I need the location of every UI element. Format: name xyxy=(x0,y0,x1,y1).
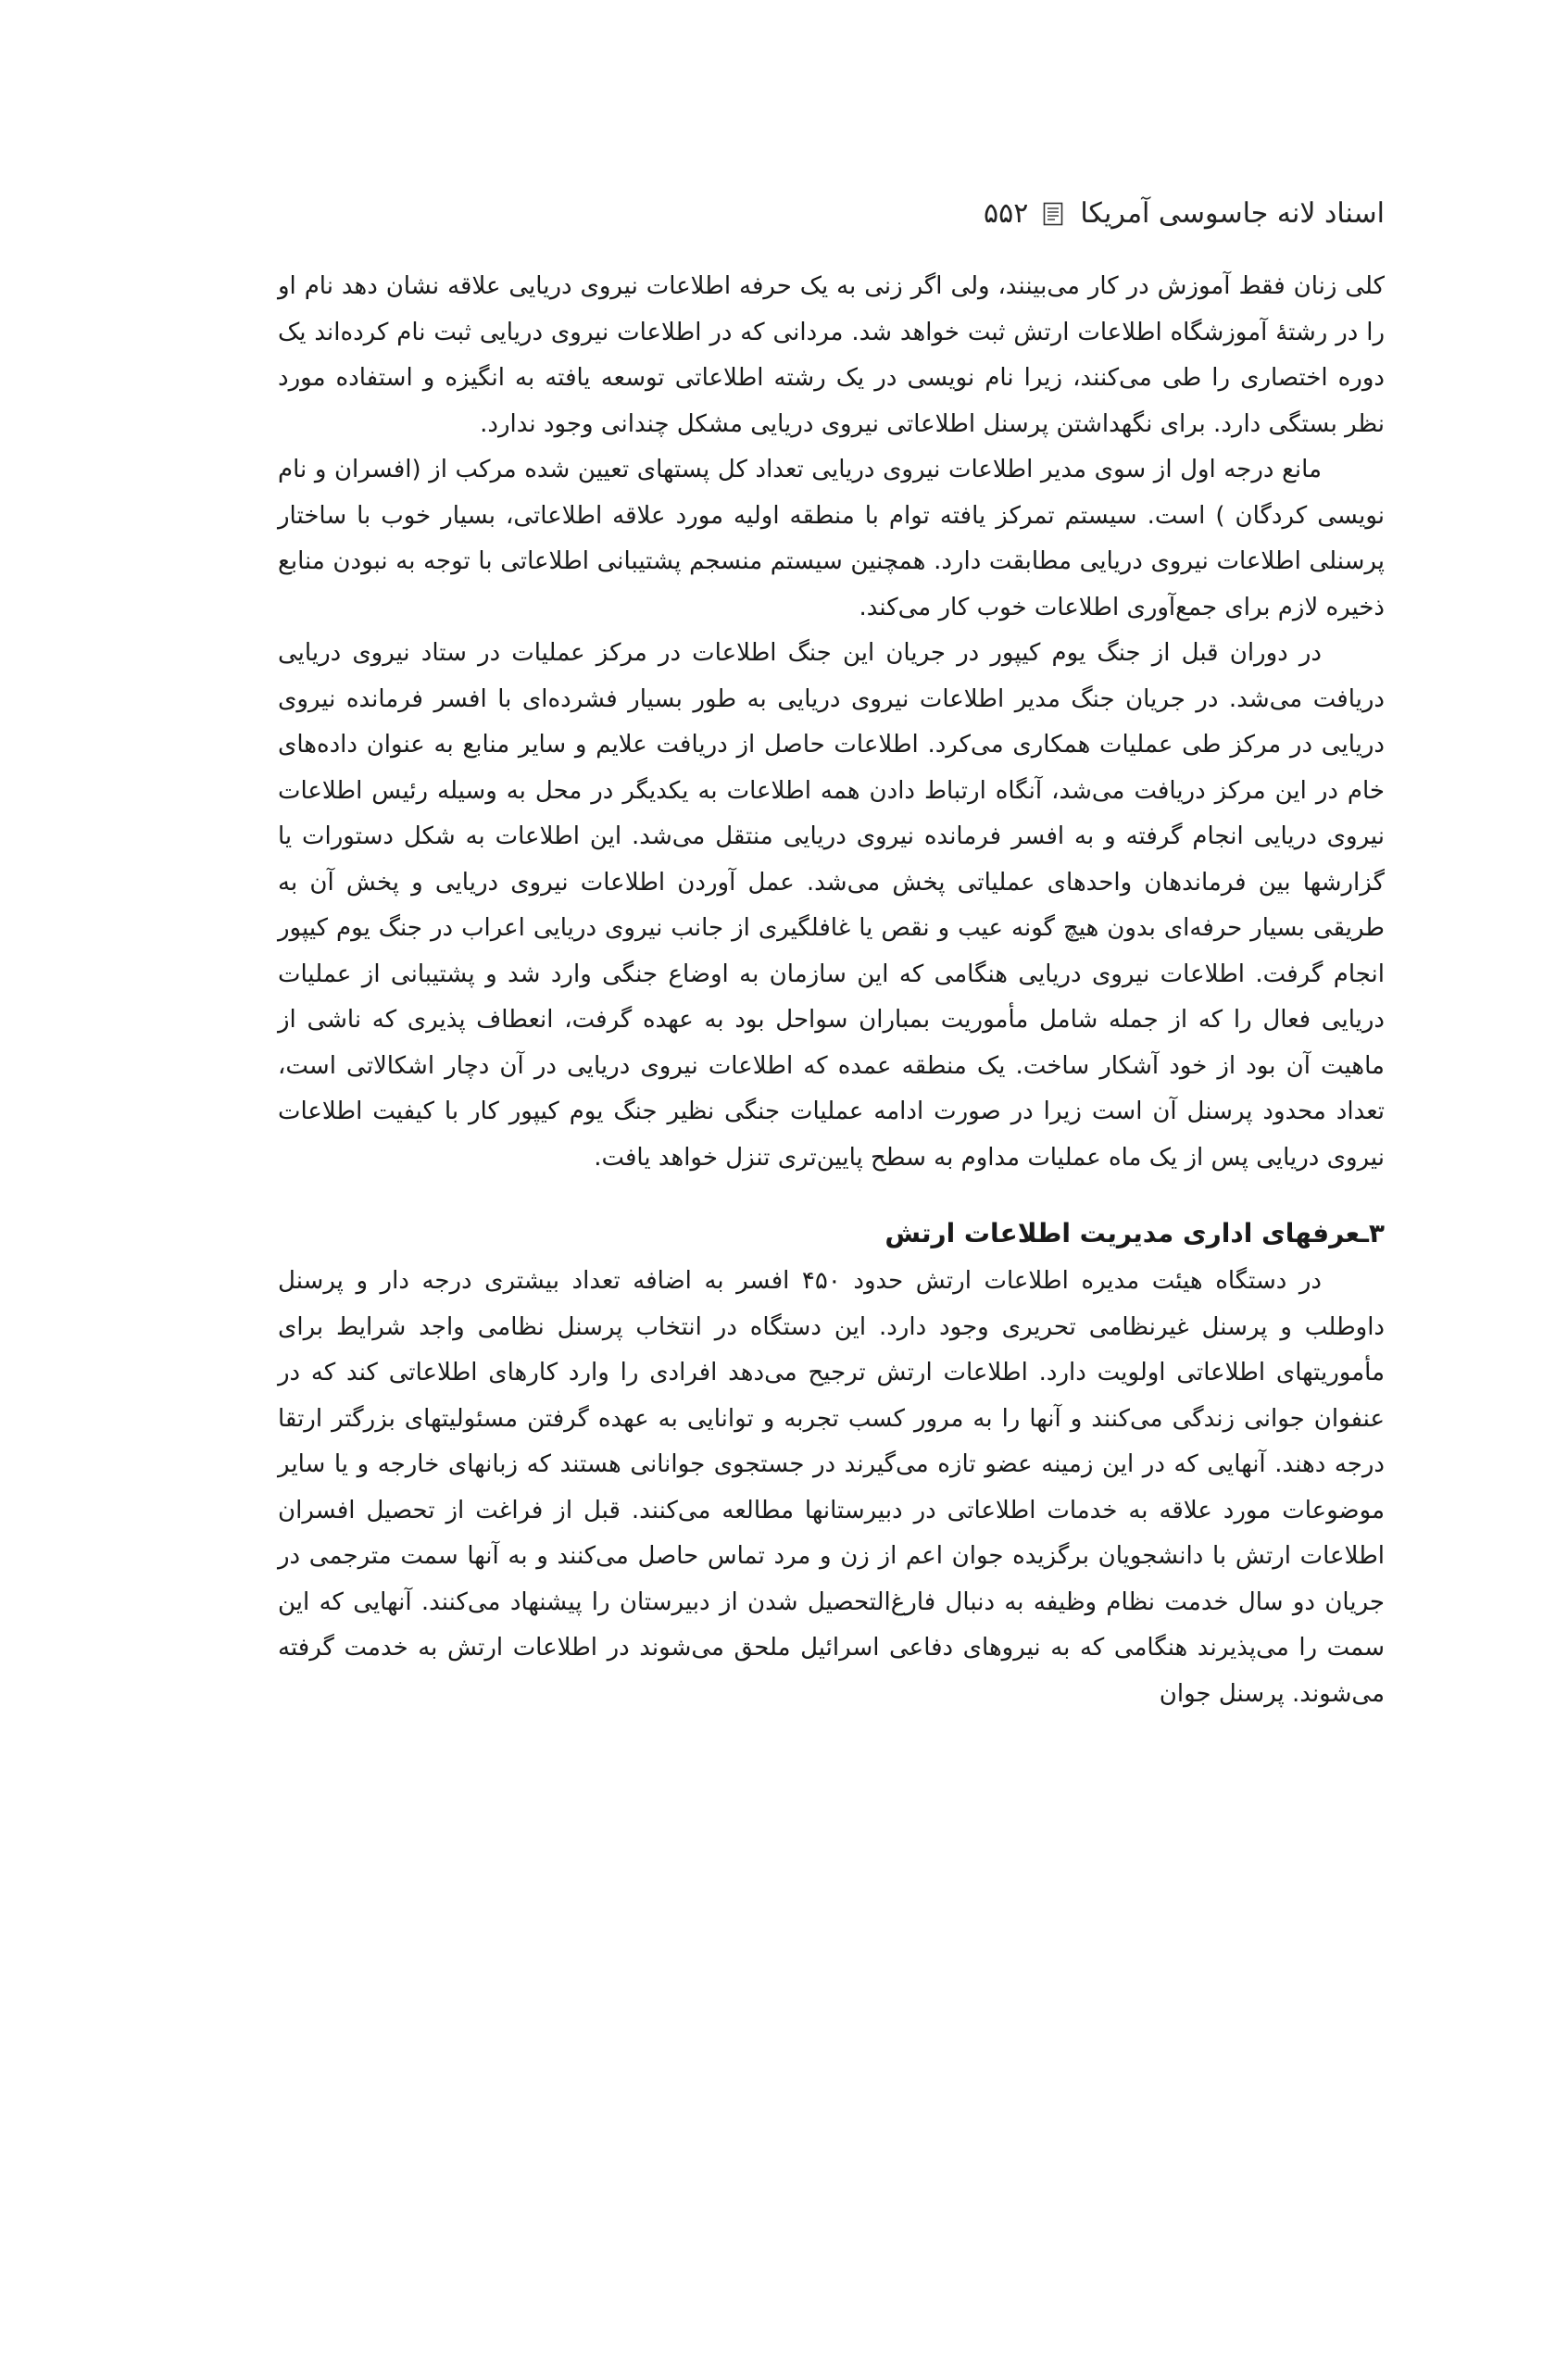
running-header xyxy=(278,185,1385,241)
document-icon xyxy=(1043,201,1063,225)
section-heading xyxy=(278,1211,1385,1257)
book-title: اسناد لانه جاسوسی آمریکا xyxy=(1080,196,1385,230)
section-paragraph: در دستگاه هیئت مدیره اطلاعات ارتش حدود ۴۵۰ افسر به اضافه تعداد بیشتری درجه دار و پرسنل داوطلب و پرسنل غیرنظامی تحریری وجود دارد. این دستگاه در انتخاب پرسنل نظامی واجد شرایط برای مأموریتهای اطلاعاتی اولویت دارد. اطلاعات ارتش ترجیح می‌دهد افرادی را وارد کارهای اطلاعاتی کند که در عنفوان جوانی زندگی می‌کنند و آنها را به مرور کسب تجربه و توانایی به عهده گرفتن مسئولیتهای بزرگتر ارتقا درجه دهند. آنهایی که در این زمینه عضو تازه می‌گیرند در جستجوی جوانانی هستند که زبانهای خارجه و یا سایر موضوعات مورد علاقه به خدمات اطلاعاتی در دبیرستانها مطالعه می‌کنند. قبل از فراغت از تحصیل افسران اطلاعات ارتش با دانشجویان برگزیده جوان اعم از زن و مرد تماس حاصل می‌کنند و به آنها سمت مترجمی در جریان دو سال خدمت نظام وظیفه به دنبال فارغ‌التحصیل شدن از دبیرستان را پیشنهاد می‌کنند. آنهایی که این سمت را می‌پذیرند هنگامی که به نیروهای دفاعی اسرائیل ملحق می‌شوند در اطلاعات ارتش به خدمت گرفته می‌شوند. پرسنل جوان xyxy=(278,1267,1385,1708)
page-number: ۵۵۲ xyxy=(984,196,1029,230)
section-title: عرفهای اداری مدیریت اطلاعات ارتش xyxy=(884,1218,1361,1248)
body-text xyxy=(278,264,1385,1717)
paragraph-1: کلی زنان فقط آموزش در کار می‌بینند، ولی اگر زنی به یک حرفه اطلاعات نیروی دریایی علاقه نشان دهد نام او را در رشتهٔ آموزشگاه اطلاعات ارتش ثبت خواهد شد. مردانی که در اطلاعات نیروی دریایی ثبت نام کرده‌اند یک دوره اختصاری را طی می‌کنند، زیرا نام نویسی در یک رشته اطلاعاتی توسعه یافته به انگیزه و استفاده مورد نظر بستگی دارد. برای نگهداشتن پرسنل اطلاعاتی نیروی دریایی مشکل چندانی وجود ندارد. xyxy=(278,272,1385,438)
paragraph-3: در دوران قبل از جنگ یوم کیپور در جریان این جنگ اطلاعات در مرکز عملیات در ستاد نیروی دریایی دریافت می‌شد. در جریان جنگ مدیر اطلاعات نیروی دریایی به طور بسیار فشرده‌ای با افسر فرمانده نیروی دریایی در مرکز طی عملیات همکاری می‌کرد. اطلاعات حاصل از دریافت علایم و سایر منابع به عنوان داده‌های خام در این مرکز دریافت می‌شد، آنگاه ارتباط دادن همه اطلاعات به یکدیگر در محل به وسیله رئیس اطلاعات نیروی دریایی انجام گرفته و به افسر فرمانده نیروی دریایی منتقل می‌شد. این اطلاعات به شکل دستورات یا گزارشها بین فرماندهان واحدهای عملیاتی پخش می‌شد. عمل آوردن اطلاعات نیروی دریایی و پخش آن به طریقی بسیار حرفه‌ای بدون هیچ گونه عیب و نقص یا غافلگیری از جانب نیروی دریایی اعراب در جنگ یوم کیپور انجام گرفت. اطلاعات نیروی دریایی هنگامی که این سازمان به اوضاع جنگی وارد شد و پشتیبانی از عملیات دریایی فعال را که از جمله شامل مأموریت بمباران سواحل بود به عهده گرفت، انعطاف پذیری که ناشی از ماهیت آن بود از خود آشکار ساخت. یک منطقه عمده که اطلاعات نیروی دریایی در آن دچار اشکالاتی است، تعداد محدود پرسنل آن است زیرا در صورت ادامه عملیات جنگی نظیر جنگ یوم کیپور کار با کیفیت اطلاعات نیروی دریایی پس از یک ماه عملیات مداوم به سطح پایین‌تری تنزل خواهد یافت. xyxy=(278,639,1385,1172)
section-number: ۳ـ xyxy=(1360,1218,1385,1248)
paragraph-2: مانع درجه اول از سوی مدیر اطلاعات نیروی دریایی تعداد کل پستهای تعیین شده مرکب از (افسران و نام نویسی کردگان ) است. سیستم تمرکز یافته توام با منطقه اولیه مورد علاقه اطلاعاتی، بسیار خوب با ساختار پرسنلی اطلاعات نیروی دریایی مطابقت دارد. همچنین سیستم منسجم پشتیبانی اطلاعاتی با توجه به نبودن منابع ذخیره لازم برای جمع‌آوری اطلاعات خوب کار می‌کند. xyxy=(278,456,1385,621)
